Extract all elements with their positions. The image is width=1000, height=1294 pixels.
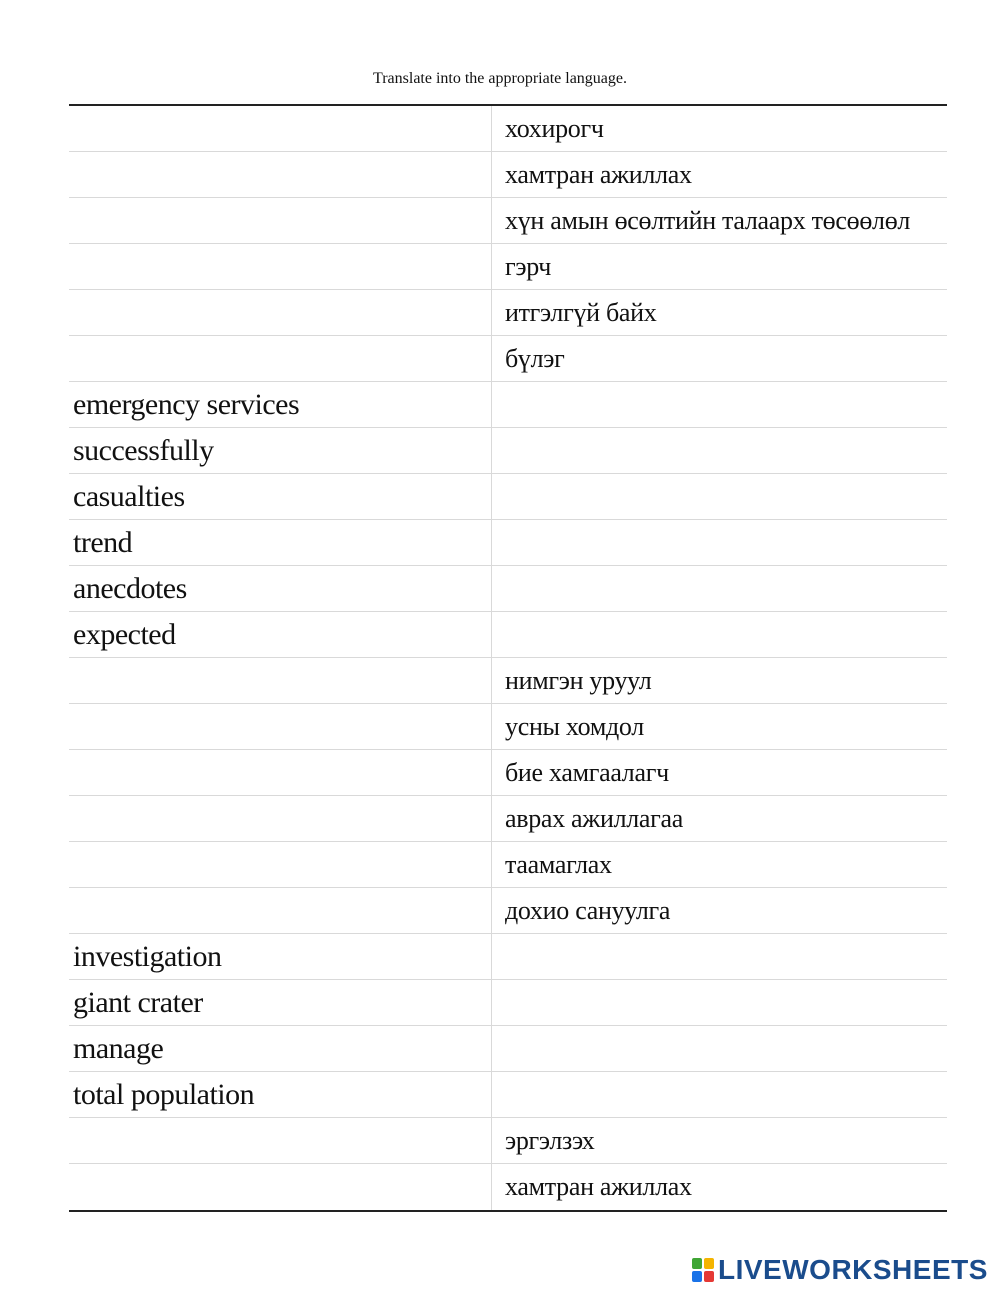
english-cell[interactable]: [69, 336, 492, 381]
english-cell: manage: [69, 1026, 492, 1071]
english-cell: casualties: [69, 474, 492, 519]
mongolian-cell[interactable]: [492, 934, 947, 979]
table-row: [69, 290, 947, 336]
table-row: [69, 106, 947, 152]
english-cell: emergency services: [69, 382, 492, 427]
mongolian-cell[interactable]: [492, 520, 947, 565]
english-cell: investigation: [69, 934, 492, 979]
mongolian-cell[interactable]: [492, 1026, 947, 1071]
english-cell[interactable]: [69, 198, 492, 243]
table-row: [69, 336, 947, 382]
liveworksheets-logo: [692, 1253, 988, 1287]
table-row: [69, 1118, 947, 1164]
english-cell[interactable]: [69, 106, 492, 151]
english-cell: successfully: [69, 428, 492, 473]
english-cell[interactable]: [69, 152, 492, 197]
mongolian-cell[interactable]: [492, 1072, 947, 1117]
english-cell[interactable]: [69, 244, 492, 289]
logo-mark-icon: [692, 1258, 714, 1282]
table-row: [69, 980, 947, 1026]
table-row: [69, 750, 947, 796]
mongolian-cell: нимгэн уруул: [505, 665, 652, 695]
table-row: [69, 566, 947, 612]
english-cell: total population: [69, 1072, 492, 1117]
table-row: [69, 382, 947, 428]
mongolian-cell[interactable]: [492, 474, 947, 519]
mongolian-cell: аврах ажиллагаа: [505, 803, 684, 833]
english-cell[interactable]: [69, 750, 492, 795]
translation-table: [69, 104, 947, 1212]
mongolian-cell: гэрч: [505, 251, 552, 281]
table-row: [69, 796, 947, 842]
instruction-text: Translate into the appropriate language.: [373, 70, 627, 87]
english-cell[interactable]: [69, 888, 492, 933]
table-row: [69, 842, 947, 888]
english-cell[interactable]: [69, 658, 492, 703]
table-row: [69, 888, 947, 934]
table-row: [69, 1164, 947, 1210]
table-row: [69, 612, 947, 658]
english-cell[interactable]: [69, 1164, 492, 1210]
table-row: [69, 428, 947, 474]
table-row: [69, 152, 947, 198]
table-row: [69, 934, 947, 980]
english-cell: anecdotes: [69, 566, 492, 611]
mongolian-cell: дохио сануулга: [505, 895, 671, 925]
table-row: [69, 658, 947, 704]
table-row: [69, 1072, 947, 1118]
mongolian-cell[interactable]: [492, 980, 947, 1025]
mongolian-cell: усны хомдол: [505, 711, 644, 741]
mongolian-cell[interactable]: [492, 382, 947, 427]
mongolian-cell: итгэлгүй байх: [505, 297, 657, 327]
mongolian-cell[interactable]: [492, 566, 947, 611]
mongolian-cell[interactable]: [492, 612, 947, 657]
table-row: [69, 520, 947, 566]
mongolian-cell: эргэлзэх: [505, 1125, 595, 1155]
english-cell[interactable]: [69, 1118, 492, 1163]
english-cell[interactable]: [69, 704, 492, 749]
mongolian-cell: бүлэг: [505, 343, 565, 373]
mongolian-cell: хохирогч: [505, 113, 604, 143]
english-cell: expected: [69, 612, 492, 657]
logo-text: LIVEWORKSHEETS: [718, 1254, 988, 1285]
mongolian-cell: хүн амын өсөлтийн талаарх төсөөлөл: [505, 205, 911, 235]
english-cell: trend: [69, 520, 492, 565]
mongolian-cell: таамаглах: [505, 849, 612, 879]
english-cell[interactable]: [69, 290, 492, 335]
mongolian-cell: бие хамгаалагч: [505, 757, 669, 787]
table-row: [69, 244, 947, 290]
mongolian-cell: хамтран ажиллах: [505, 159, 692, 189]
table-row: [69, 198, 947, 244]
english-cell: giant crater: [69, 980, 492, 1025]
table-row: [69, 704, 947, 750]
mongolian-cell: хамтран ажиллах: [505, 1172, 692, 1201]
table-row: [69, 1026, 947, 1072]
table-row: [69, 474, 947, 520]
mongolian-cell[interactable]: [492, 428, 947, 473]
english-cell[interactable]: [69, 796, 492, 841]
english-cell[interactable]: [69, 842, 492, 887]
